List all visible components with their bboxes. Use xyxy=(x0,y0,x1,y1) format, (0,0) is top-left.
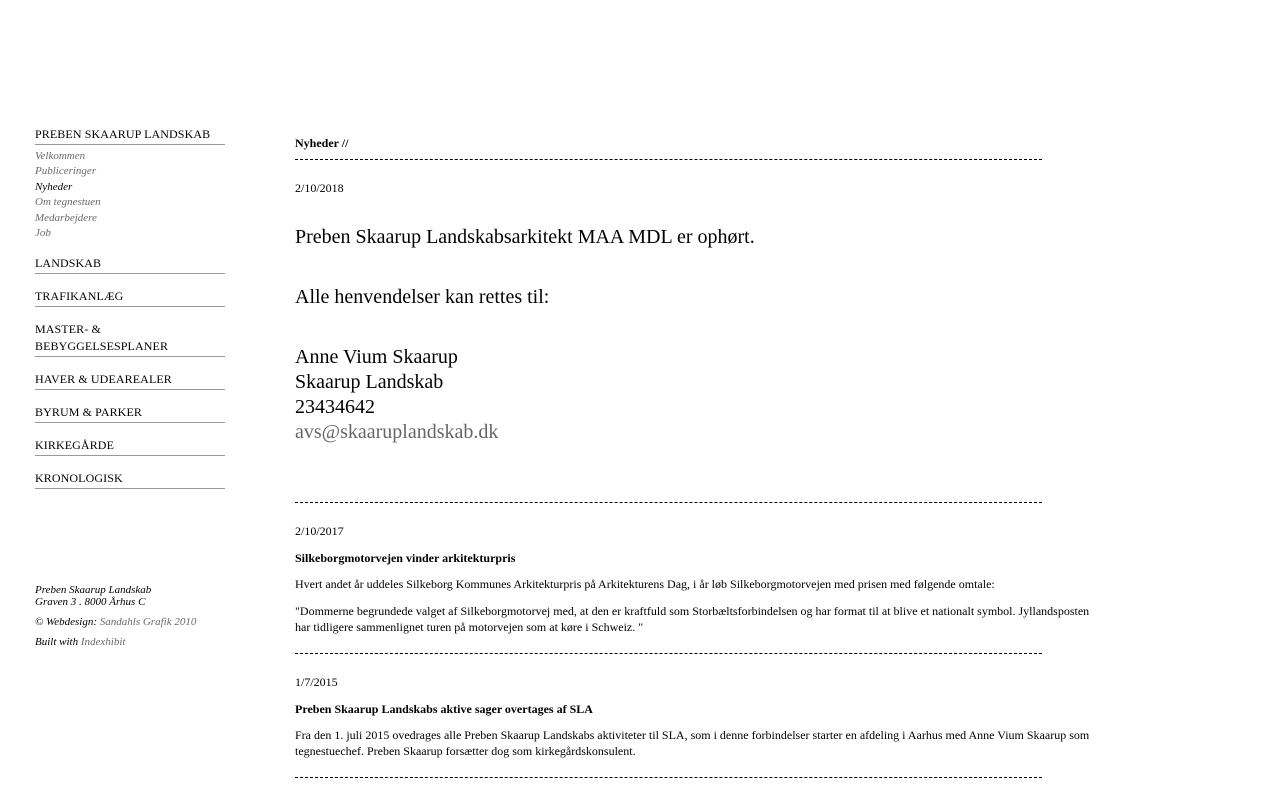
menu-item-job[interactable]: Job xyxy=(35,227,51,240)
menu-section-kronologisk xyxy=(35,470,225,489)
section-title-byrum-parker[interactable]: BYRUM & PARKER xyxy=(35,404,225,423)
section-title-trafikanlaeg[interactable]: TRAFIKANLÆG xyxy=(35,288,225,307)
post-title: Silkeborgmotorvejen vinder arkitekturpris xyxy=(295,551,516,565)
menu-section-kirkegaarde xyxy=(35,437,225,456)
menu-section-masterplaner xyxy=(35,321,225,357)
footer-company: Preben Skaarup Landskab xyxy=(35,584,152,596)
post-title: Preben Skaarup Landskabs aktive sager overtages af SLA xyxy=(295,702,593,716)
section-title-haver-udearealer[interactable]: HAVER & UDEAREALER xyxy=(35,371,225,390)
contact-name: Anne Vium Skaarup xyxy=(295,346,458,368)
footer-indexhibit-link[interactable]: Indexhibit xyxy=(80,636,126,648)
contact-company: Skaarup Landskab xyxy=(295,371,444,393)
menu-item-nyheder[interactable]: Nyheder xyxy=(35,180,73,193)
post-announcement-contact-intro: Alle henvendelser kan rettes til: xyxy=(295,286,550,308)
menu-section-landskab xyxy=(35,255,225,274)
menu-section-byrum xyxy=(35,404,225,423)
menu-section-haver xyxy=(35,371,225,390)
menu-item-om-tegnestuen[interactable]: Om tegnestuen xyxy=(35,196,101,209)
submenu-list xyxy=(35,149,225,241)
post-paragraph: Fra den 1. juli 2015 ovedrages alle Preben Skaarup Landskabs aktiviteter til SLA, som i denne forbindelser starter en afdeling i Aarhus med Anne Vium Skaarup som tegnestuechef. Preben Skaarup forsætter dog som kirkegårdskonsulent. xyxy=(295,728,1090,758)
page-title: Nyheder // xyxy=(295,136,349,150)
section-title-preben-skaarup-landskab[interactable]: PREBEN SKAARUP LANDSKAB xyxy=(35,126,225,145)
contact-email-link[interactable]: avs@skaaruplandskab.dk xyxy=(295,421,499,443)
post-date: 2/10/2018 xyxy=(295,181,344,195)
footer-address: Graven 3 . 8000 Århus C xyxy=(35,596,146,608)
section-title-kronologisk[interactable]: KRONOLOGISK xyxy=(35,470,225,489)
menu-section-preben xyxy=(35,126,225,241)
footer-built-label: Built with xyxy=(35,636,79,648)
post-paragraph: Hvert andet år uddeles Silkeborg Kommunes Arkitekturpris på Arkitekturens Dag, i år løb Silkeborgmotorvejen med prisen med følgende omtale: xyxy=(295,577,995,591)
divider xyxy=(295,502,1042,503)
menu-item-velkommen[interactable]: Velkommen xyxy=(35,150,86,162)
post-announcement: Preben Skaarup Landskabsarkitekt MAA MDL er ophørt. xyxy=(295,226,755,248)
contact-phone: 23434642 xyxy=(295,396,375,418)
post-date: 1/7/2015 xyxy=(295,675,338,689)
menu-section-trafikanlaeg xyxy=(35,288,225,307)
menu-item-publiceringer[interactable]: Publiceringer xyxy=(35,165,97,178)
section-title-kirkegaarde[interactable]: KIRKEGÅRDE xyxy=(35,437,225,456)
divider xyxy=(295,653,1042,654)
post-paragraph: "Dommerne begrundede valget af Silkeborgmotorvej med, at den er kraftfuld som Storbæltsforbindelsen og har format til at blive et nationalt symbol. Jyllandsposten har tidligere sammenlignet turen på motorvejen som at køre i Schweiz. " xyxy=(295,604,1090,634)
footer-webdesign-link[interactable]: Sandahls Grafik 2010 xyxy=(99,616,197,628)
section-title-landskab[interactable]: LANDSKAB xyxy=(35,255,225,274)
sidebar-menu xyxy=(35,126,225,499)
main-content xyxy=(295,136,1095,778)
sidebar-footer xyxy=(35,584,235,656)
footer-webdesign-label: © Webdesign: xyxy=(35,616,98,628)
post-date: 2/10/2017 xyxy=(295,524,344,538)
contact-block xyxy=(295,345,1095,445)
divider xyxy=(295,777,1042,778)
menu-item-medarbejdere[interactable]: Medarbejdere xyxy=(35,211,97,224)
divider xyxy=(295,159,1042,160)
section-title-master-bebyggelsesplaner[interactable]: MASTER- & BEBYGGELSESPLANER xyxy=(35,321,225,357)
